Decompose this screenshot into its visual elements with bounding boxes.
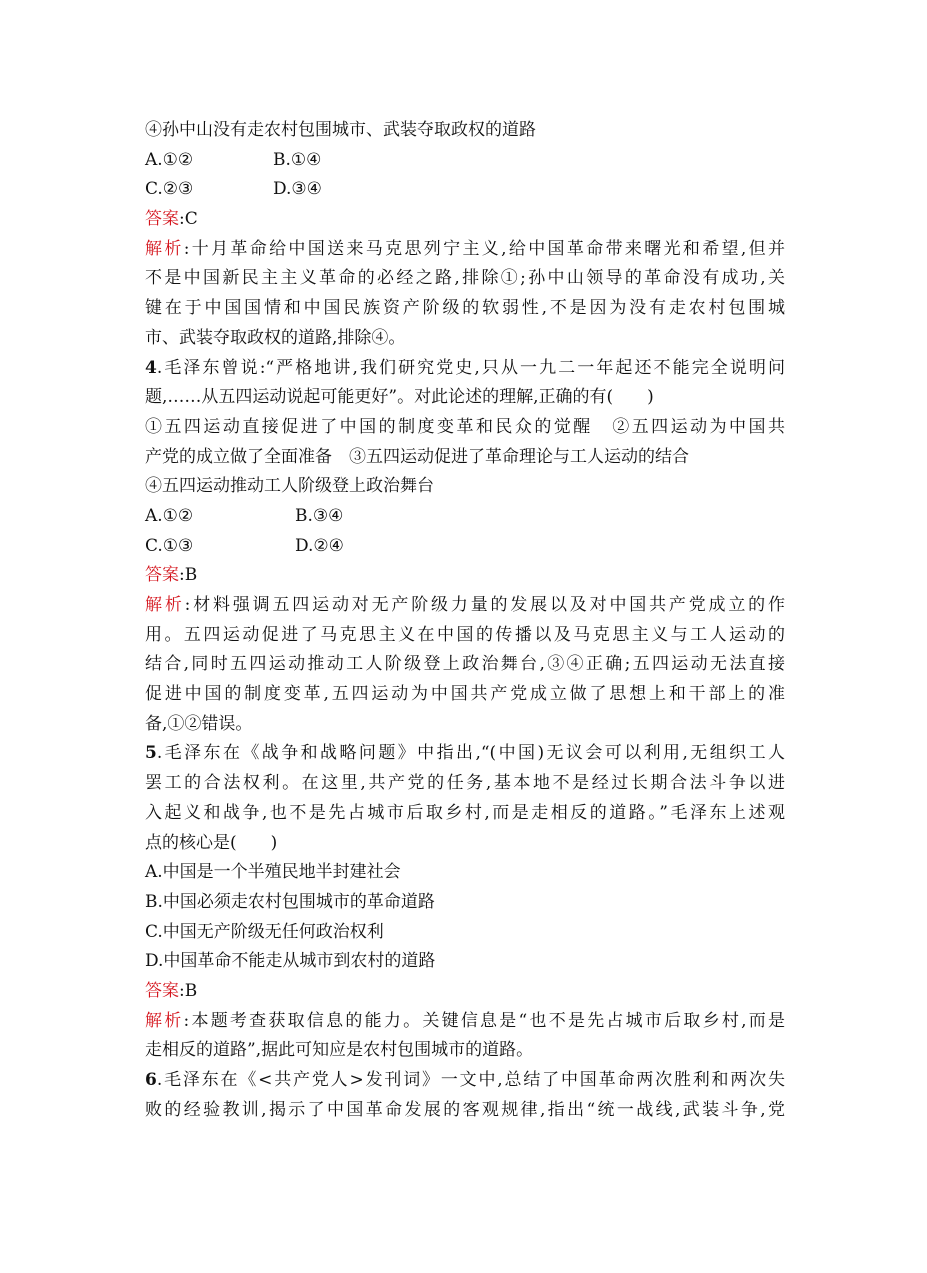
answer-label: 答案	[145, 980, 179, 1001]
q4-analysis-line-2: 用。五四运动促进了马克思主义在中国的传播以及马克思主义与工人运动的	[145, 624, 785, 645]
question-stem-text: .毛泽东在《<共产党人>发刊词》一文中,总结了中国革命两次胜利和两次失	[156, 1070, 785, 1090]
q3-choices-row-1	[145, 146, 785, 176]
q3-analysis-line-4: 市、武装夺取政权的道路,排除④。	[145, 327, 406, 348]
q3-answer	[145, 205, 785, 235]
q4-stem-line-1	[145, 354, 785, 384]
q4-analysis-line-5: 备,①②错误。	[145, 713, 253, 734]
q4-choices-row-1	[145, 502, 785, 532]
q3-choice-d: D.③④	[273, 179, 322, 200]
q4-analysis-line-3: 结合,同时五四运动推动工人阶级登上政治舞台,③④正确;五四运动无法直接	[145, 654, 785, 675]
analysis-label: 解析	[145, 238, 184, 259]
analysis-text: :材料强调五四运动对无产阶级力量的发展以及对中国共产党成立的作	[184, 595, 786, 615]
q3-choice-c: C.②③	[145, 179, 194, 200]
q4-choice-a: A.①②	[145, 505, 194, 526]
q5-stem-line-1	[145, 739, 785, 769]
q3-statement-4: ④孙中山没有走农村包围城市、武装夺取政权的道路	[145, 120, 536, 140]
q5-stem-line-4: 点的核心是( )	[145, 832, 278, 853]
q5-stem-line-2: 罢工的合法权利。在这里,共产党的任务,基本地不是经过长期合法斗争以进	[145, 773, 785, 794]
analysis-label: 解析	[145, 1010, 184, 1031]
q5-stem-line-3: 入起义和战争,也不是先占城市后取乡村,而是走相反的道路。”毛泽东上述观	[145, 802, 785, 823]
q4-statement-line-1: ①五四运动直接促进了中国的制度变革和民众的觉醒 ②五四运动为中国共	[145, 416, 785, 437]
q4-statement-line-2: 产党的成立做了全面准备 ③五四运动促进了革命理论与工人运动的结合	[145, 446, 689, 467]
q3-choices-row-2	[145, 175, 785, 205]
analysis-text: :本题考查获取信息的能力。关键信息是“也不是先占城市后取乡村,而是	[183, 1010, 785, 1031]
question-number: 5	[145, 743, 157, 764]
q4-stem-line-2: 题,……从五四运动说起可能更好”。对此论述的理解,正确的有( )	[145, 387, 654, 408]
analysis-label: 解析	[145, 595, 185, 615]
q5-choice-b: B.中国必须走农村包围城市的革命道路	[145, 891, 435, 912]
q4-choice-c: C.①③	[145, 535, 194, 556]
q4-choices-row-2	[145, 532, 785, 562]
q3-analysis-line-2: 不是中国新民主主义革命的必经之路,排除①;孙中山领导的革命没有成功,关	[145, 268, 785, 289]
answer-value: :C	[179, 209, 198, 230]
q4-analysis-line-1	[145, 591, 785, 621]
q3-choice-b: B.①④	[273, 149, 322, 170]
q6-stem-line-1	[145, 1066, 785, 1096]
q4-answer	[145, 561, 785, 591]
q5-analysis-line-2: 走相反的道路”,据此可知应是农村包围城市的道路。	[145, 1040, 534, 1061]
q5-answer	[145, 977, 785, 1007]
q4-choice-b: B.③④	[295, 505, 344, 526]
answer-label: 答案	[145, 209, 179, 230]
q4-choice-d: D.②④	[295, 535, 344, 556]
answer-value: :B	[179, 565, 198, 586]
q5-choice-d: D.中国革命不能走从城市到农村的道路	[145, 951, 436, 972]
q3-analysis-line-1	[145, 235, 785, 265]
q6-stem-line-2: 败的经验教训,揭示了中国革命发展的客观规律,指出“统一战线,武装斗争,党	[145, 1099, 785, 1120]
question-number: 6	[145, 1070, 157, 1090]
answer-value: :B	[179, 980, 198, 1001]
analysis-text: :十月革命给中国送来马克思列宁主义,给中国革命带来曙光和希望,但并	[183, 238, 786, 259]
question-stem-text: .毛泽东曾说:“严格地讲,我们研究党史,只从一九二一年起还不能完全说明问	[156, 357, 785, 378]
document-page	[145, 116, 785, 1125]
q3-analysis-line-3: 键在于中国国情和中国民族资产阶级的软弱性,不是因为没有走农村包围城	[145, 298, 785, 319]
q4-statement-line-3: ④五四运动推动工人阶级登上政治舞台	[145, 476, 434, 497]
q5-choice-c: C.中国无产阶级无任何政治权利	[145, 921, 384, 942]
answer-label: 答案	[145, 565, 179, 586]
question-number: 4	[145, 357, 157, 378]
q4-analysis-line-4: 促进中国的制度变革,五四运动为中国共产党成立做了思想上和干部上的准	[145, 684, 785, 705]
q5-analysis-line-1	[145, 1007, 785, 1037]
question-stem-text: .毛泽东在《战争和战略问题》中指出,“(中国)无议会可以利用,无组织工人	[156, 743, 785, 764]
q3-choice-a: A.①②	[145, 149, 194, 170]
q5-choice-a: A.中国是一个半殖民地半封建社会	[145, 862, 401, 883]
